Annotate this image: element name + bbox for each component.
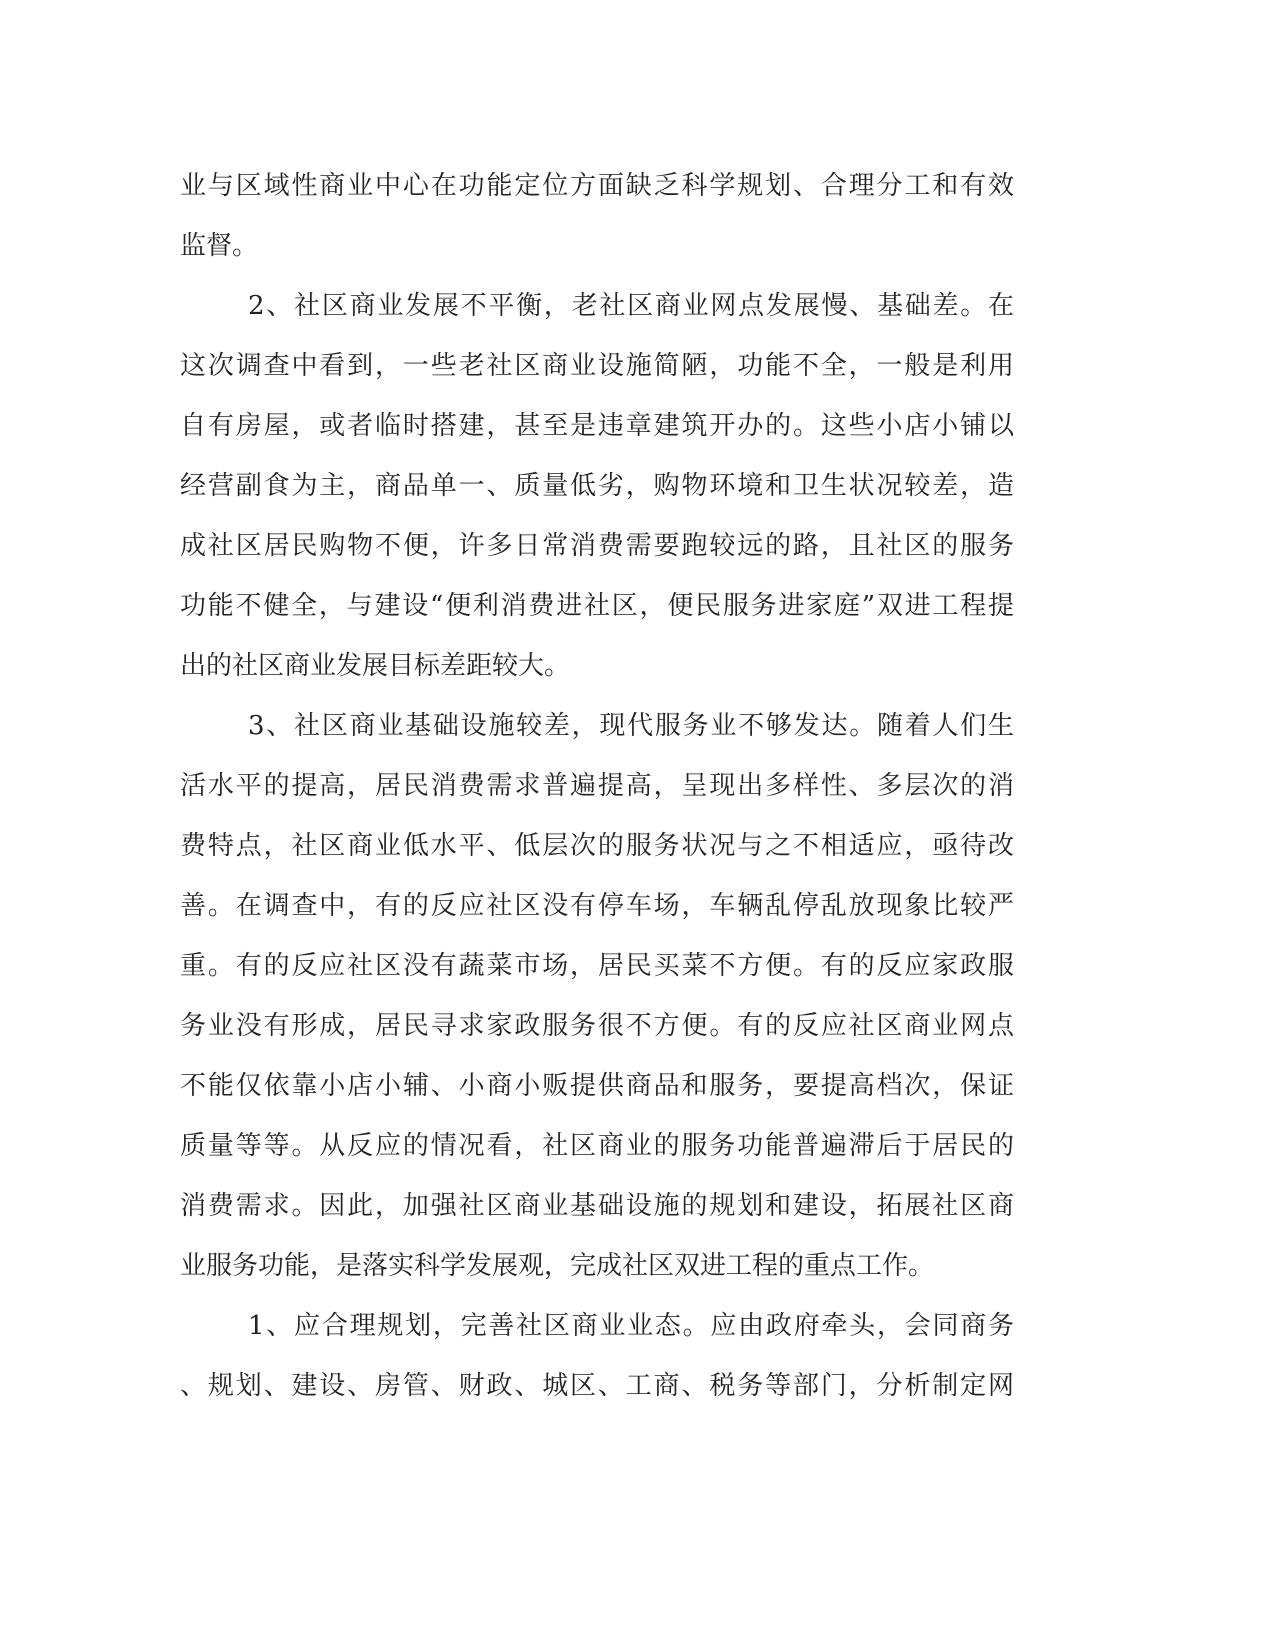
text-line: 功能不健全，与建设“便利消费进社区，便民服务进家庭”双进工程提: [180, 591, 1014, 621]
text-line: 2、社区商业发展不平衡，老社区商业网点发展慢、基础差。在: [248, 291, 1014, 321]
text-line: 这次调查中看到，一些老社区商业设施简陋，功能不全，一般是利用: [180, 351, 1014, 381]
text-line: 重。有的反应社区没有蔬菜市场，居民买菜不方便。有的反应家政服: [180, 951, 1014, 981]
text-line: 经营副食为主，商品单一、质量低劣，购物环境和卫生状况较差，造: [180, 471, 1014, 501]
text-line: 业服务功能，是落实科学发展观，完成社区双进工程的重点工作。: [180, 1251, 935, 1281]
text-line: 自有房屋，或者临时搭建，甚至是违章建筑开办的。这些小店小铺以: [180, 411, 1014, 441]
text-line: 质量等等。从反应的情况看，社区商业的服务功能普遍滞后于居民的: [180, 1131, 1014, 1161]
document-body: [180, 156, 1014, 1416]
text-line: 活水平的提高，居民消费需求普遍提高，呈现出多样性、多层次的消: [180, 771, 1014, 801]
text-line: 务业没有形成，居民寻求家政服务很不方便。有的反应社区商业网点: [180, 1011, 1014, 1041]
text-line: 业与区域性商业中心在功能定位方面缺乏科学规划、合理分工和有效: [180, 171, 1014, 201]
text-line: 出的社区商业发展目标差距较大。: [180, 651, 571, 681]
text-line: 消费需求。因此，加强社区商业基础设施的规划和建设，拓展社区商: [180, 1191, 1014, 1221]
text-line: 不能仅依靠小店小辅、小商小贩提供商品和服务，要提高档次，保证: [180, 1071, 1014, 1101]
text-line: 、规划、建设、房管、财政、城区、工商、税务等部门，分析制定网: [180, 1371, 1014, 1401]
text-line: 成社区居民购物不便，许多日常消费需要跑较远的路，且社区的服务: [180, 531, 1014, 561]
text-line: 善。在调查中，有的反应社区没有停车场，车辆乱停乱放现象比较严: [180, 891, 1014, 921]
text-line: 3、社区商业基础设施较差，现代服务业不够发达。随着人们生: [248, 711, 1014, 741]
text-line: 费特点，社区商业低水平、低层次的服务状况与之不相适应，亟待改: [180, 831, 1014, 861]
text-line: 1、应合理规划，完善社区商业业态。应由政府牵头，会同商务: [248, 1311, 1014, 1341]
text-line: 监督。: [180, 231, 259, 261]
